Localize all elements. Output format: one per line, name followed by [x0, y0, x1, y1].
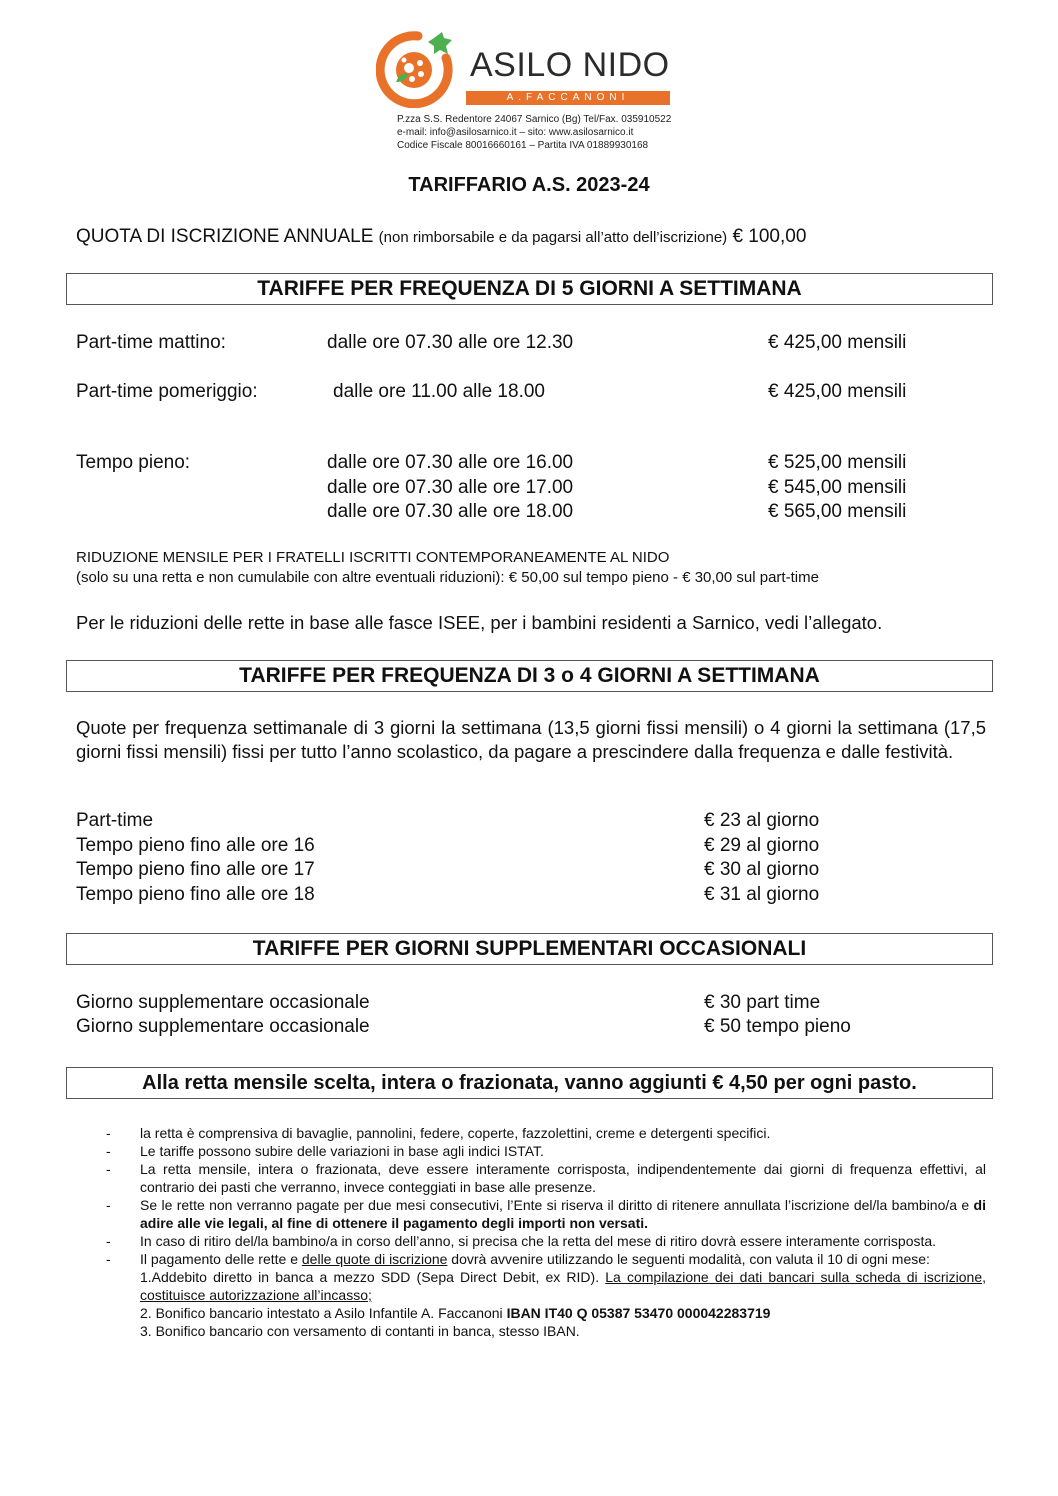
quota-label: QUOTA DI ISCRIZIONE ANNUALE	[76, 226, 374, 247]
logo-subtitle: A.FACCANONI	[466, 91, 670, 105]
list-item: - Le tariffe possono subire delle variazioni in base agli indici ISTAT.	[106, 1143, 544, 1159]
note-text: 3. Bonifico bancario con versamento di contanti in banca, stesso IBAN.	[140, 1323, 580, 1339]
note-bold-text: di adire alle vie legali, al fine di ottenere il pagamento degli importi non versati.	[140, 1197, 986, 1231]
payment-option-3	[106, 1322, 986, 1340]
asilo-nido-logo	[376, 28, 466, 108]
document-title: TARIFFARIO A.S. 2023-24	[408, 174, 650, 196]
row-hours: dalle ore 07.30 alle ore 17.00	[327, 477, 574, 498]
row-price: € 31 al giorno	[704, 884, 820, 905]
row-price: € 23 al giorno	[704, 810, 820, 831]
row-price: € 30 al giorno	[704, 859, 820, 880]
row-label: Part-time pomeriggio:	[76, 381, 258, 402]
list-item: - La retta mensile, intera o frazionata, deve essere interamente corrisposta, indipendentemente dai giorni di frequenza effettivi, al contrario dei pasti che verranno, invece conteggiati in base alle presenze.	[106, 1161, 986, 1195]
row-price: € 525,00 mensili	[768, 452, 907, 473]
section-heading-5-days: TARIFFE PER FREQUENZA DI 5 GIORNI A SETTIMANA	[66, 273, 993, 305]
list-item: - In caso di ritiro del/la bambino/a in corso dell’anno, si precisa che la retta del mese di ritiro dovrà essere interamente corrisposta.	[106, 1233, 937, 1249]
row-label: Giorno supplementare occasionale	[76, 1016, 370, 1037]
row-hours: dalle ore 07.30 alle ore 18.00	[327, 501, 574, 522]
quota-amount: € 100,00	[732, 226, 807, 247]
row-price: € 29 al giorno	[704, 835, 820, 856]
list-item: - Il pagamento delle rette e delle quote di iscrizione dovrà avvenire utilizzando le seguenti modalità, con valuta il 10 di ogni mese:	[106, 1251, 930, 1267]
sibling-reduction-detail: (solo su una retta e non cumulabile con altre eventuali riduzioni): € 50,00 sul tempo pieno - € 30,00 sul part-time	[76, 569, 819, 586]
quota-iscrizione	[76, 226, 806, 248]
list-item: - la retta è comprensiva di bavaglie, pannolini, federe, coperte, fazzolettini, creme e detergenti specifici.	[106, 1125, 771, 1141]
row-label: Giorno supplementare occasionale	[76, 992, 370, 1013]
iban: IBAN IT40 Q 05387 53470 000042283719	[506, 1305, 771, 1321]
note-text: la retta è comprensiva di bavaglie, pannolini, federe, coperte, fazzolettini, creme e detergenti specifici.	[140, 1125, 771, 1141]
row-hours: dalle ore 11.00 alle 18.00	[333, 381, 545, 402]
section-heading-supplementary: TARIFFE PER GIORNI SUPPLEMENTARI OCCASIONALI	[66, 933, 993, 965]
row-label: Tempo pieno fino alle ore 16	[76, 835, 315, 856]
note-text: In caso di ritiro del/la bambino/a in corso dell’anno, si precisa che la retta del mese di ritiro dovrà essere interamente corrisposta.	[140, 1233, 937, 1249]
row-label: Part-time mattino:	[76, 332, 226, 353]
sibling-reduction-title: RIDUZIONE MENSILE PER I FRATELLI ISCRITTI CONTEMPORANEAMENTE AL NIDO	[76, 549, 670, 566]
section34-intro: Quote per frequenza settimanale di 3 giorni la settimana (13,5 giorni fissi mensili) o 4 giorni la settimana (17,5 giorni fissi mensili) fissi per tutto l’anno scolastico, da pagare a prescindere dalla frequenza e dalle festività.	[76, 717, 986, 762]
note-text: Il pagamento delle rette e	[140, 1251, 302, 1267]
row-hours: dalle ore 07.30 alle ore 12.30	[327, 332, 574, 353]
row-price: € 50 tempo pieno	[704, 1016, 851, 1037]
quota-note: (non rimborsabile e da pagarsi all’atto dell’iscrizione)	[378, 229, 728, 246]
note-text: La retta mensile, intera o frazionata, deve essere interamente corrisposta, indipendentemente dai giorni di frequenza effettivi, al contrario dei pasti che verranno, invece conteggiati in base alle presenze.	[140, 1161, 986, 1195]
payment-option-2	[106, 1304, 986, 1322]
meal-cost-note: Alla retta mensile scelta, intera o frazionata, vanno aggiunti € 4,50 per ogni pasto.	[66, 1067, 993, 1099]
logo-name: ASILO NIDO	[470, 46, 670, 84]
row-label: Tempo pieno fino alle ore 17	[76, 859, 315, 880]
row-price: € 30 part time	[704, 992, 821, 1013]
isee-note: Per le riduzioni delle rette in base alle fasce ISEE, per i bambini residenti a Sarnico, vedi l’allegato.	[76, 612, 883, 633]
note-text: 1.Addebito diretto in banca a mezzo SDD (Sepa Direct Debit, ex RID).	[140, 1269, 606, 1285]
note-underlined-text: La compilazione dei dati bancari sulla scheda di iscrizione, costituisce autorizzazione all’incasso;	[140, 1269, 986, 1303]
row-label: Tempo pieno:	[76, 452, 191, 473]
notes-list	[106, 1124, 986, 1340]
payment-option-1	[106, 1268, 986, 1304]
section-heading-3-4-days: TARIFFE PER FREQUENZA DI 3 o 4 GIORNI A SETTIMANA	[66, 660, 993, 692]
note-text: Se le rette non verranno pagate per due mesi consecutivi, l’Ente si riserva il diritto di ritenere annullata l’iscrizione del/la bambino/a e	[140, 1197, 974, 1213]
row-hours: dalle ore 07.30 alle ore 16.00	[327, 452, 574, 473]
fiscal-line: Codice Fiscale 80016660161 – Partita IVA 01889930168	[397, 140, 649, 151]
address-line: P.zza S.S. Redentore 24067 Sarnico (Bg) Tel/Fax. 035910522	[397, 114, 672, 125]
row-price: € 565,00 mensili	[768, 501, 907, 522]
note-underlined-text: delle quote di iscrizione	[301, 1251, 448, 1267]
list-item: - Se le rette non verranno pagate per due mesi consecutivi, l’Ente si riserva il diritto di ritenere annullata l’iscrizione del/la bambino/a e di adire alle vie legali, al fine di ottenere il pagamento degli importi non versati.	[106, 1197, 986, 1231]
note-text: Le tariffe possono subire delle variazioni in base agli indici ISTAT.	[140, 1143, 544, 1159]
row-label: Part-time	[76, 810, 154, 831]
row-price: € 545,00 mensili	[768, 477, 907, 498]
row-price: € 425,00 mensili	[768, 381, 907, 402]
row-label: Tempo pieno fino alle ore 18	[76, 884, 315, 905]
note-text: dovrà avvenire utilizzando le seguenti modalità, con valuta il 10 di ogni mese:	[447, 1251, 930, 1267]
contact-line: e-mail: info@asilosarnico.it – sito: www.asilosarnico.it	[397, 127, 634, 138]
row-price: € 425,00 mensili	[768, 332, 907, 353]
note-text: 2. Bonifico bancario intestato a Asilo Infantile A. Faccanoni	[140, 1305, 507, 1321]
